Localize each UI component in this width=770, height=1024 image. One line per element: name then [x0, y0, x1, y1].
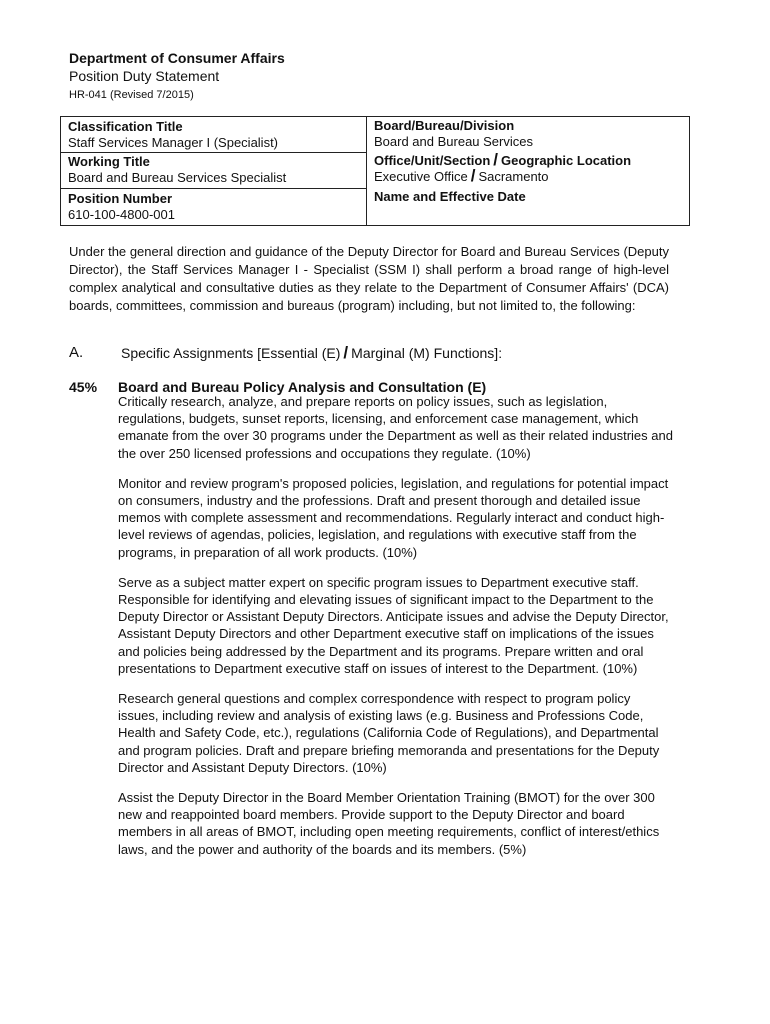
office-slash: /: [493, 150, 499, 169]
position-number-cell: [61, 189, 366, 225]
classification-title-label: Classification Title: [68, 119, 183, 134]
position-number-value: 610-100-4800-001: [68, 207, 175, 222]
office-location-label: [374, 150, 689, 169]
section-a-title-first: Specific Assignments [Essential (E): [121, 345, 341, 361]
board-value: Board and Bureau Services: [374, 134, 533, 149]
working-title-cell: [61, 153, 366, 189]
office-label: Office/Unit/Section: [374, 153, 491, 168]
section-a-title-second: Marginal (M) Functions]:: [351, 345, 503, 361]
office-location-cell: [367, 150, 689, 185]
section-a-title: [121, 344, 502, 362]
duty-paragraph: Research general questions and complex correspondence with respect to program policy issues, including review and analysis of existing laws (e.g. Business and Professions Code, Health and Safety Code, etc.), regulations (California Code of Regulations), and Departmental and program policies. Draft and prepare briefing memoranda and presentations for the Deputy Director and Assistant Deputy Directors. (10%): [118, 691, 660, 775]
duty-paragraph: Critically research, analyze, and prepare reports on policy issues, such as legislation, regulations, budgets, sunset reports, licensing, and enforcement case management, which emanate from the over 30 programs under the Department as well as their related industries and the over 250 licensed professions and occupations they regulate. (10%): [118, 394, 673, 461]
position-number-label: Position Number: [68, 191, 173, 206]
info-left-column: [61, 117, 367, 225]
name-effective-date-label: Name and Effective Date: [374, 189, 526, 204]
form-number: HR-041 (Revised 7/2015): [69, 89, 194, 101]
duty-paragraph: Assist the Deputy Director in the Board Member Orientation Training (BMOT) for the over 300 new and reappointed board members. Provide support to the Deputy Director and board members in all areas of BMOT, including open meeting requirements, conflict of interest/ethics laws, and the power and authority of the boards and its members. (5%): [118, 790, 660, 857]
classification-title-cell: [61, 117, 366, 153]
department-name: Department of Consumer Affairs: [69, 50, 285, 66]
name-effective-date-cell: [367, 185, 689, 205]
duty-paragraph: Monitor and review program's proposed policies, legislation, and regulations for potential impact on consumers, industry and the professions. Draft and present thorough and detailed issue memos with complete assessment and recommendations. Regularly interact and conduct high-level reviews of agendas, policies, legislation, and regulations with executive staff from the programs, in preparation of all work products. (10%): [118, 475, 669, 560]
position-info-table: [60, 116, 690, 226]
office-value-slash: /: [470, 166, 476, 185]
board-label: Board/Bureau/Division: [374, 118, 515, 133]
document-title: Position Duty Statement: [69, 68, 220, 84]
board-cell: [367, 117, 689, 150]
duty-title: Board and Bureau Policy Analysis and Consultation (E): [118, 379, 487, 395]
office-value: Executive Office: [374, 169, 468, 184]
info-right-column: [367, 117, 689, 225]
duty-paragraph: Serve as a subject matter expert on specific program issues to Department executive staff. Responsible for identifying and elevating issues of significant impact to the Department to the Deputy Director or Assistant Deputy Directors. Anticipate issues and advise the Deputy Director, Assistant Deputy Directors and other Department executive staff on implications of the issues and policies being addressed by the Department and its programs. Prepare written and oral presentations to Department executive staff on issues of interest to the Department. (10%): [118, 574, 669, 676]
section-a-slash: /: [343, 343, 349, 362]
working-title-value: Board and Bureau Services Specialist: [68, 170, 287, 185]
office-location-value: [374, 166, 689, 185]
location-value: Sacramento: [478, 169, 549, 184]
section-a-heading: [69, 344, 669, 362]
intro-paragraph: Under the general direction and guidance of the Deputy Director for Board and Bureau Services (Deputy Director), the Staff Services Manager I - Specialist (SSM I) shall perform a broad range of high-level complex analytical and consultative duties as they relate to the Department of Consumer Affairs' (DCA) boards, committees, commission and bureaus (program) including, but not limited to, the following:: [69, 244, 669, 313]
geographic-location-label: Geographic Location: [501, 153, 632, 168]
section-a-letter: A.: [69, 344, 84, 361]
working-title-label: Working Title: [68, 154, 150, 169]
duty-paragraphs: [118, 393, 674, 871]
document-header: [69, 50, 285, 102]
classification-title-value: Staff Services Manager I (Specialist): [68, 135, 279, 150]
duty-percent: 45%: [69, 379, 98, 395]
